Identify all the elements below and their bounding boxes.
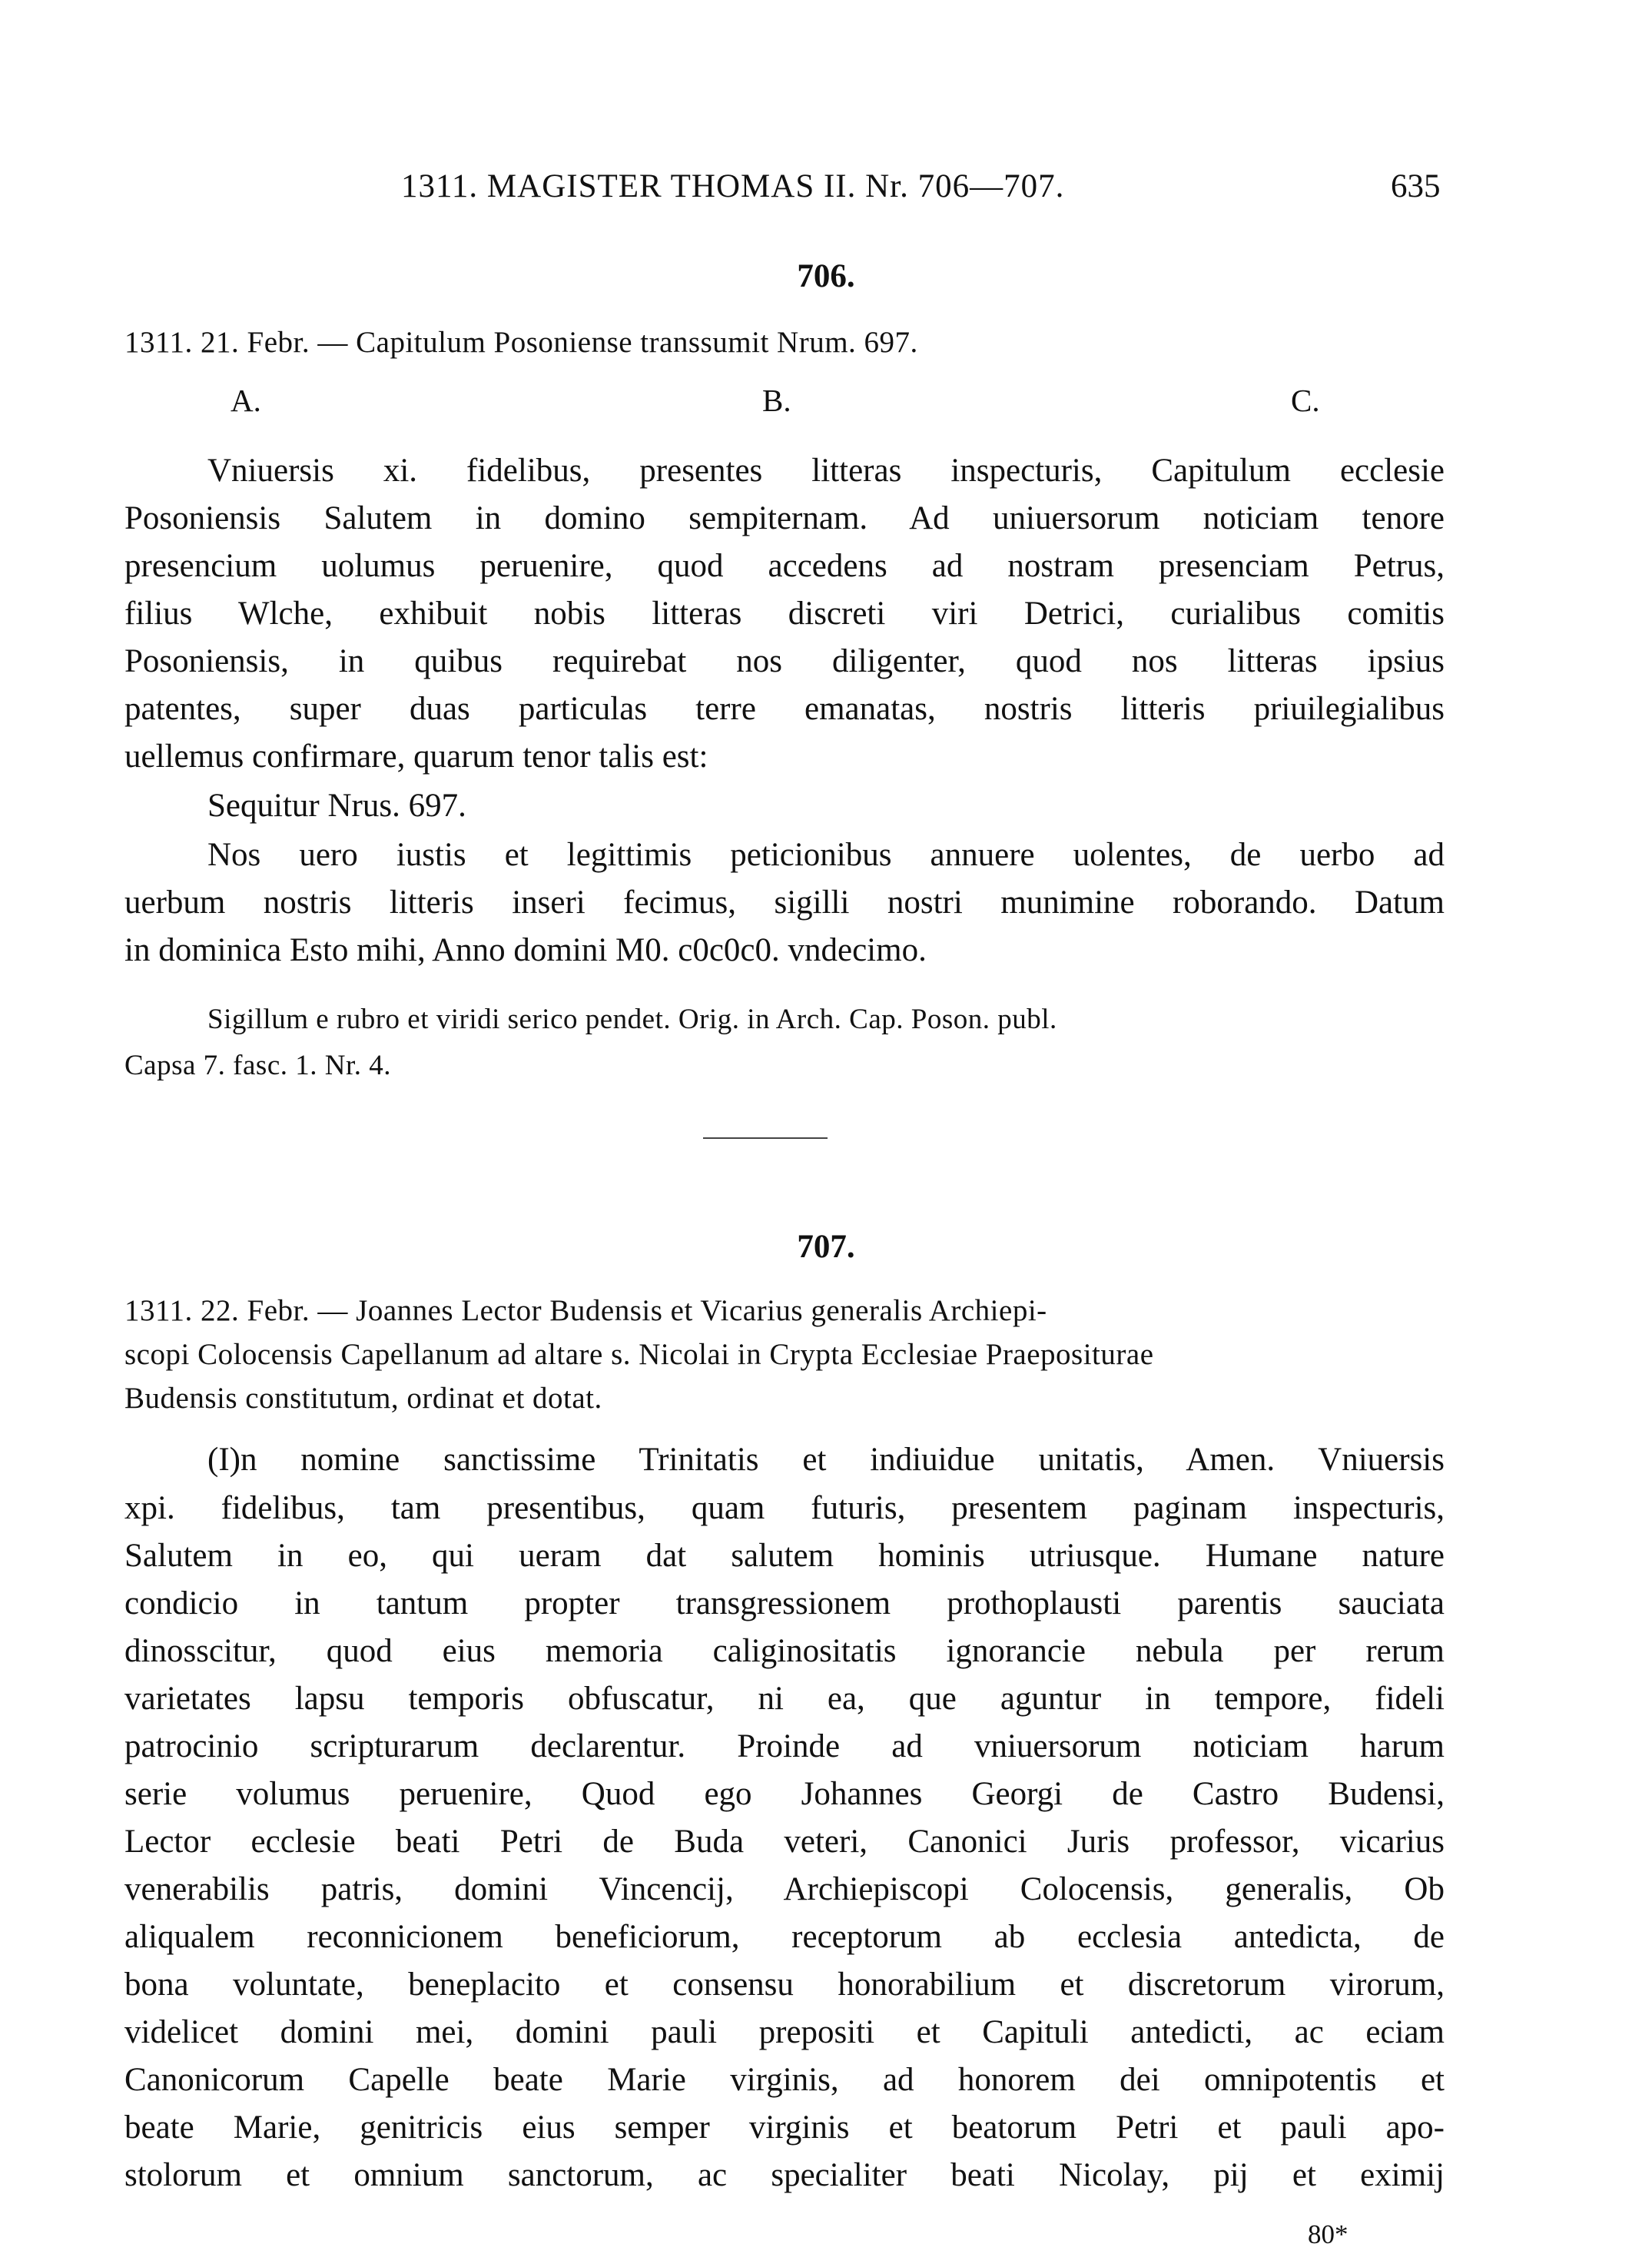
doc-706-note-2: Capsa 7. fasc. 1. Nr. 4. xyxy=(124,1050,391,1081)
doc-706-note-1: Sigillum e rubro et viridi serico pendet. Orig. in Arch. Cap. Poson. publ. xyxy=(207,1004,1057,1035)
doc-707-line-4: condicio in tantum propter transgressionem prothoplausti parentis sauciata xyxy=(124,1585,1445,1621)
doc-707-line-9: Lector ecclesie beati Petri de Buda veteri, Canonici Juris professor, vicarius xyxy=(124,1824,1445,1860)
doc-706-line-10: uerbum nostris litteris inseri fecimus, sigilli nostri munimine roborando. Datum xyxy=(124,885,1445,921)
doc-707-line-3: Salutem in eo, qui ueram dat salutem hominis utriusque. Humane nature xyxy=(124,1538,1445,1574)
doc-707-line-12: bona voluntate, beneplacito et consensu honorabilium et discretorum virorum, xyxy=(124,1967,1445,2003)
doc-707-line-15: beate Marie, genitricis eius semper virginis et beatorum Petri et pauli apo- xyxy=(124,2109,1445,2146)
doc-706-line-1 xyxy=(207,452,1445,490)
doc-706-regest: 1311. 21. Febr. — Capitulum Posoniense transsumit Nrum. 697. xyxy=(124,326,918,359)
page-number: 635 xyxy=(1391,168,1441,204)
doc-706-line-4: filius Wlche, exhibuit nobis litteras discreti viri Detrici, curialibus comitis xyxy=(124,596,1445,632)
doc-707-regest-3: Budensis constitutum, ordinat et dotat. xyxy=(124,1382,602,1415)
doc-707-regest-1: 1311. 22. Febr. — Joannes Lector Budensis et Vicarius generalis Archiepi- xyxy=(124,1294,1047,1327)
doc-707-line-16: stolorum et omnium sanctorum, ac specialiter beati Nicolay, pij et eximij xyxy=(124,2157,1445,2193)
doc-706-line-7: uellemus confirmare, quarum tenor talis est: xyxy=(124,739,708,775)
doc-707-line-11: aliqualem reconnicionem beneficiorum, receptorum ab ecclesia antedicta, de xyxy=(124,1919,1445,1955)
doc-707-line-10: venerabilis patris, domini Vincencij, Archiepiscopi Colocensis, generalis, Ob xyxy=(124,1871,1445,1907)
section-separator xyxy=(703,1137,828,1139)
doc-707-line-2: xpi. fidelibus, tam presentibus, quam futuris, presentem paginam inspecturis, xyxy=(124,1490,1445,1526)
doc-707-line-1: (I)n nomine sanctissime Trinitatis et indiuidue unitatis, Amen. Vniuersis xyxy=(207,1442,1445,1478)
doc-706-line-5: Posoniensis, in quibus requirebat nos diligenter, quod nos litteras ipsius xyxy=(124,643,1445,679)
doc-707-line-13: videlicet domini mei, domini pauli prepositi et Capituli antedicti, ac eciam xyxy=(124,2014,1445,2050)
doc-706-line-2: Posoniensis Salutem in domino sempiternam. Ad uniuersorum noticiam tenore xyxy=(124,500,1445,536)
doc-707-regest-2: scopi Colocensis Capellanum ad altare s. Nicolai in Crypta Ecclesiae Praepositurae xyxy=(124,1338,1154,1371)
signature-mark: 80* xyxy=(1308,2219,1348,2249)
doc-706-line-3: presencium uolumus peruenire, quod accedens ad nostram presenciam Petrus, xyxy=(124,548,1445,584)
doc-707-line-7: patrocinio scripturarum declarentur. Proinde ad vniuersorum noticiam harum xyxy=(124,1728,1445,1764)
doc-706-line-9: Nos uero iustis et legittimis peticionibus annuere uolentes, de uerbo ad xyxy=(207,837,1445,873)
doc-706-line-11: in dominica Esto mihi, Anno domini M0. c0c0c0. vndecimo. xyxy=(124,932,927,968)
running-header xyxy=(0,168,1652,214)
line-text: Vniuersis xi. fidelibus, presentes litteras inspecturis, Capitulum ecclesie xyxy=(207,453,1445,489)
manuscript-c: C. xyxy=(1291,383,1320,418)
doc-707-line-14: Canonicorum Capelle beate Marie virginis, ad honorem dei omnipotentis et xyxy=(124,2062,1445,2098)
doc-706-sequitur: Sequitur Nrus. 697. xyxy=(207,788,466,824)
doc-706-number: 706. xyxy=(797,258,855,294)
doc-707-line-6: varietates lapsu temporis obfuscatur, ni ea, que aguntur in tempore, fideli xyxy=(124,1681,1445,1717)
manuscript-b: B. xyxy=(762,383,791,418)
doc-707-line-8: serie volumus peruenire, Quod ego Johannes Georgi de Castro Budensi, xyxy=(124,1776,1445,1812)
doc-707-line-5: dinosscitur, quod eius memoria caliginositatis ignorancie nebula per rerum xyxy=(124,1633,1445,1669)
manuscript-a: A. xyxy=(231,383,261,418)
running-title: 1311. MAGISTER THOMAS II. Nr. 706—707. xyxy=(401,168,1065,204)
doc-706-line-6: patentes, super duas particulas terre emanatas, nostris litteris priuilegialibus xyxy=(124,691,1445,727)
doc-707-number: 707. xyxy=(797,1229,855,1265)
